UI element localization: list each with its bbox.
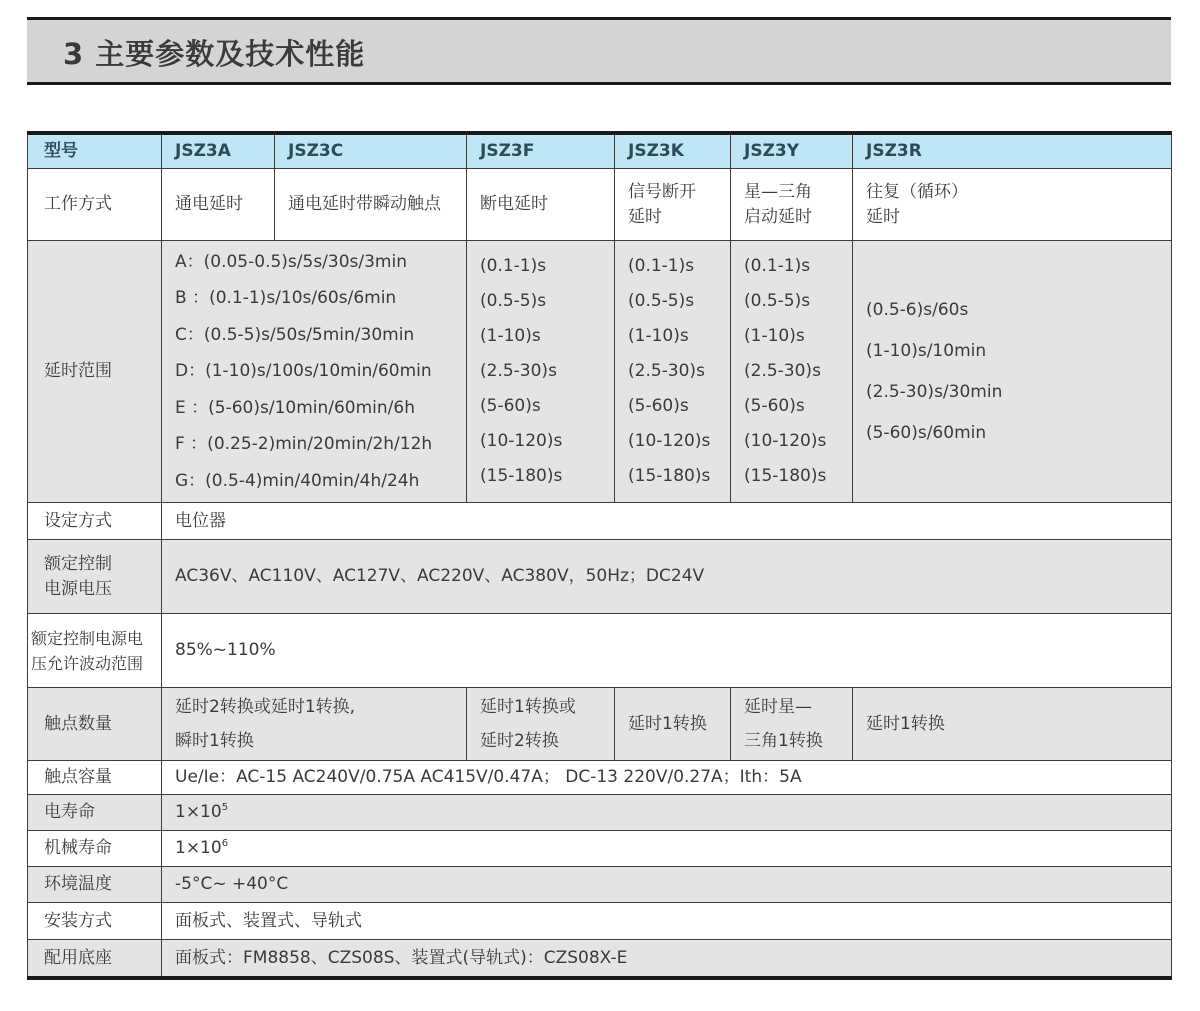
model-jsz3c: JSZ3C — [275, 133, 467, 169]
delay-range-f-line: (10-120)s — [480, 431, 563, 451]
electrical-life-row — [28, 795, 1172, 831]
model-jsz3k: JSZ3K — [615, 133, 731, 169]
delay-range-label: 延时范围 — [28, 241, 162, 503]
delay-range-ac-line: G：(0.5-4)min/40min/4h/24h — [175, 470, 420, 491]
mechanical-life-value — [162, 831, 1172, 867]
contact-count-k: 延时1转换 — [615, 688, 731, 761]
delay-range-y-line: (2.5-30)s — [744, 361, 821, 381]
delay-range-y — [731, 241, 853, 503]
delay-range-y-line: (0.1-1)s — [744, 256, 811, 276]
electrical-life-value — [162, 795, 1172, 831]
delay-range-k-line: (15-180)s — [628, 466, 711, 486]
ambient-temp-label: 环境温度 — [28, 867, 162, 903]
model-jsz3y: JSZ3Y — [731, 133, 853, 169]
delay-range-ac-line: D：(1-10)s/100s/10min/60min — [175, 361, 432, 382]
delay-range-k-line: (0.1-1)s — [628, 256, 695, 276]
contact-count-ac-line: 延时2转换或延时1转换, — [175, 697, 356, 717]
rated-voltage-label-line: 额定控制 — [44, 553, 112, 574]
delay-range-y-line: (0.5-5)s — [744, 291, 811, 311]
delay-range-f — [467, 241, 615, 503]
delay-range-k — [615, 241, 731, 503]
mounting-row — [28, 903, 1172, 940]
contact-count-f-line: 延时2转换 — [480, 731, 559, 751]
delay-range-r-line: (0.5-6)s/60s — [866, 299, 969, 320]
setting-mode-row — [28, 503, 1172, 540]
work-mode-f: 断电延时 — [467, 169, 615, 241]
rated-voltage-label-line: 电源电压 — [44, 578, 112, 599]
model-jsz3r: JSZ3R — [853, 133, 1172, 169]
delay-range-k-line: (10-120)s — [628, 431, 711, 451]
contact-count-y — [731, 688, 853, 761]
delay-range-r-line: (5-60)s/60min — [866, 422, 987, 443]
mounting-value: 面板式、装置式、导轨式 — [162, 903, 1172, 940]
delay-range-r — [853, 241, 1172, 503]
contact-capacity-row — [28, 761, 1172, 795]
work-mode-k-line: 延时 — [628, 206, 662, 227]
delay-range-y-line: (1-10)s — [744, 326, 805, 346]
work-mode-row — [28, 169, 1172, 241]
work-mode-y — [731, 169, 853, 241]
ambient-temp-value: -5°C~ +40°C — [162, 867, 1172, 903]
delay-range-f-line: (0.1-1)s — [480, 256, 547, 276]
electrical-life-label: 电寿命 — [28, 795, 162, 831]
rated-voltage-row — [28, 540, 1172, 614]
header-row — [28, 133, 1172, 169]
socket-value: 面板式：FM8858、CZS08S、装置式(导轨式)：CZS08X-E — [162, 940, 1172, 978]
mounting-label: 安装方式 — [28, 903, 162, 940]
delay-range-row — [28, 241, 1172, 503]
delay-range-k-line: (1-10)s — [628, 326, 689, 346]
contact-count-ac-line: 瞬时1转换 — [175, 731, 254, 751]
setting-mode-value: 电位器 — [162, 503, 1172, 540]
delay-range-ac — [162, 241, 467, 503]
voltage-tolerance-row — [28, 614, 1172, 688]
delay-range-ac-line: C：(0.5-5)s/50s/5min/30min — [175, 324, 415, 345]
work-mode-a: 通电延时 — [162, 169, 275, 241]
contact-capacity-value: Ue/Ie：AC-15 AC240V/0.75A AC415V/0.47A； DC-13 220V/0.27A；Ith：5A — [162, 761, 1172, 795]
contact-count-ac — [162, 688, 467, 761]
delay-range-f-line: (5-60)s — [480, 396, 541, 416]
work-mode-k-line: 信号断开 — [628, 181, 696, 202]
contact-count-y-line: 延时星— — [744, 697, 812, 717]
model-jsz3a: JSZ3A — [162, 133, 275, 169]
contact-capacity-label: 触点容量 — [28, 761, 162, 795]
delay-range-y-line: (15-180)s — [744, 466, 827, 486]
delay-range-f-line: (15-180)s — [480, 466, 563, 486]
delay-range-ac-line: B ：(0.1-1)s/10s/60s/6min — [175, 288, 397, 309]
work-mode-r — [853, 169, 1172, 241]
voltage-tolerance-label-line: 压允许波动范围 — [31, 653, 144, 673]
mechanical-life-label: 机械寿命 — [28, 831, 162, 867]
delay-range-y-line: (5-60)s — [744, 396, 805, 416]
delay-range-f-line: (0.5-5)s — [480, 291, 547, 311]
delay-range-f-line: (1-10)s — [480, 326, 541, 346]
work-mode-label: 工作方式 — [28, 169, 162, 241]
delay-range-ac-line: A：(0.05-0.5)s/5s/30s/3min — [175, 251, 407, 272]
delay-range-f-line: (2.5-30)s — [480, 361, 557, 381]
work-mode-y-line: 启动延时 — [744, 206, 812, 227]
mechanical-life-row — [28, 831, 1172, 867]
socket-label: 配用底座 — [28, 940, 162, 978]
contact-count-f-line: 延时1转换或 — [480, 697, 576, 717]
rated-voltage-value: AC36V、AC110V、AC127V、AC220V、AC380V，50Hz；DC24V — [162, 540, 1172, 614]
work-mode-r-line: 延时 — [866, 206, 900, 227]
setting-mode-label: 设定方式 — [28, 503, 162, 540]
delay-range-k-line: (5-60)s — [628, 396, 689, 416]
delay-range-k-line: (0.5-5)s — [628, 291, 695, 311]
voltage-tolerance-label — [28, 614, 162, 688]
electrical-life-base: 1×10 — [175, 802, 222, 823]
contact-count-y-line: 三角1转换 — [744, 731, 823, 751]
voltage-tolerance-label-line: 额定控制电源电 — [31, 628, 144, 648]
work-mode-k — [615, 169, 731, 241]
spec-table — [27, 131, 1172, 980]
delay-range-ac-line: E ：(5-60)s/10min/60min/6h — [175, 397, 416, 418]
work-mode-c: 通电延时带瞬动触点 — [275, 169, 467, 241]
delay-range-ac-line: F ：(0.25-2)min/20min/2h/12h — [175, 434, 433, 455]
delay-range-r-line: (2.5-30)s/30min — [866, 381, 1003, 402]
socket-row — [28, 940, 1172, 978]
contact-count-label: 触点数量 — [28, 688, 162, 761]
section-title: 3 主要参数及技术性能 — [63, 37, 366, 71]
header-label: 型号 — [28, 133, 162, 169]
delay-range-r-line: (1-10)s/10min — [866, 340, 987, 361]
work-mode-r-line: 往复（循环） — [866, 181, 968, 202]
voltage-tolerance-value: 85%~110% — [162, 614, 1172, 688]
work-mode-y-line: 星—三角 — [744, 181, 812, 202]
model-jsz3f: JSZ3F — [467, 133, 615, 169]
contact-count-f — [467, 688, 615, 761]
electrical-life-exp: 5 — [221, 802, 229, 814]
mechanical-life-base: 1×10 — [175, 838, 222, 859]
rated-voltage-label — [28, 540, 162, 614]
mechanical-life-exp: 6 — [221, 838, 229, 850]
contact-count-row — [28, 688, 1172, 761]
delay-range-k-line: (2.5-30)s — [628, 361, 705, 381]
delay-range-y-line: (10-120)s — [744, 431, 827, 451]
ambient-temp-row — [28, 867, 1172, 903]
contact-count-r: 延时1转换 — [853, 688, 1172, 761]
section-header — [27, 17, 1171, 85]
